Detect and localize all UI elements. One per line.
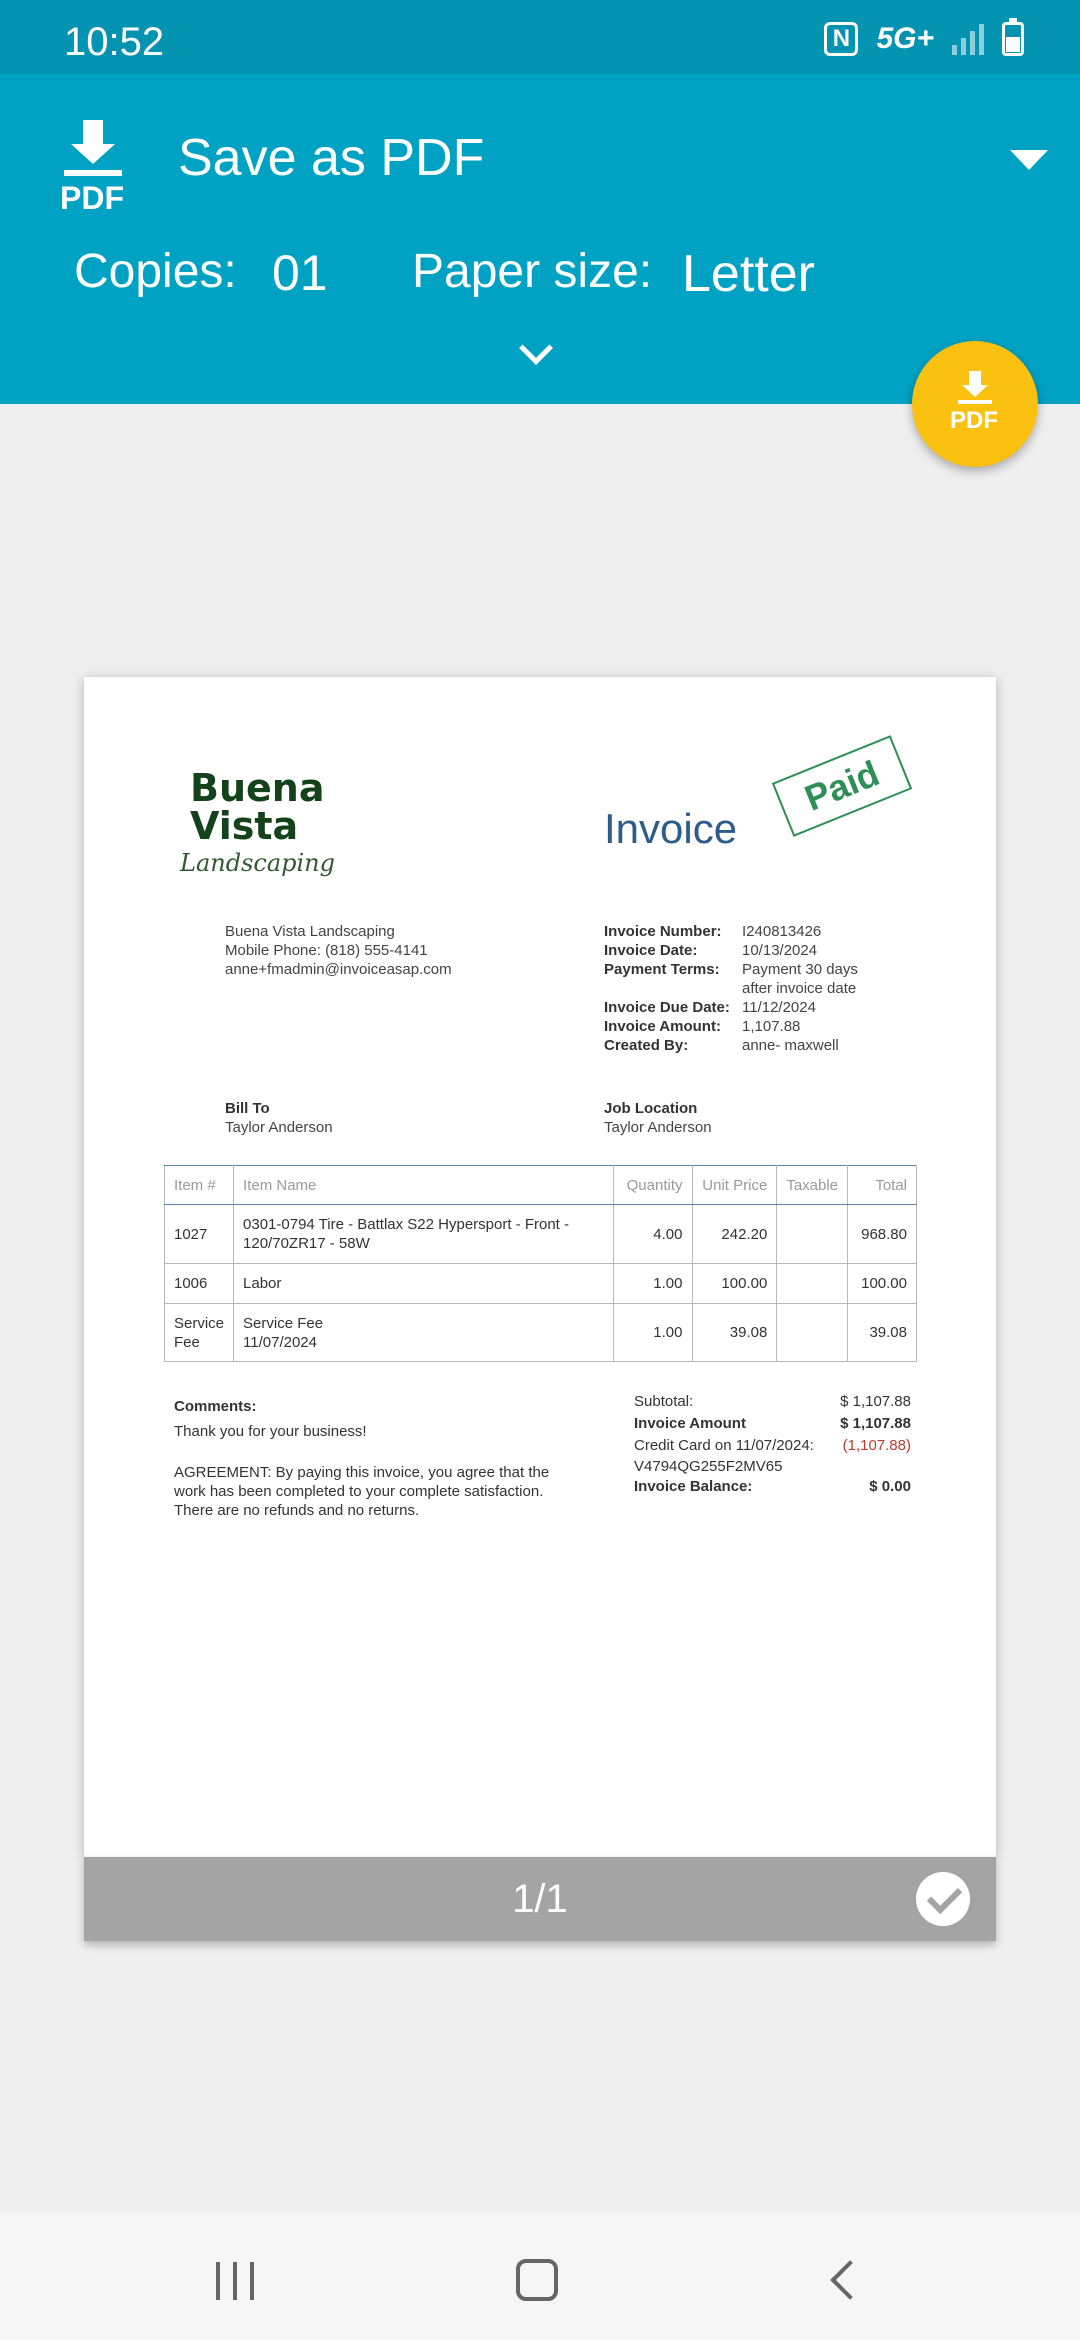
vendor-email: anne+fmadmin@invoiceasap.com (225, 961, 452, 978)
print-header (0, 74, 1080, 404)
page-footer (84, 1857, 996, 1941)
page-counter: 1/1 (512, 1877, 568, 1921)
dropdown-arrow-icon[interactable] (1010, 150, 1048, 170)
pdf-download-icon: PDF (58, 118, 128, 218)
signal-icon (952, 23, 984, 55)
items-table (164, 1165, 917, 1362)
status-bar (0, 0, 1080, 74)
invoice-amount-row: Invoice Amount $ 1,107.88 (634, 1415, 911, 1432)
network-label: 5G+ (876, 22, 934, 55)
meta-row: Payment Terms: Payment 30 days after invoice date (604, 961, 858, 997)
nfc-icon: N (824, 22, 858, 56)
comments: Comments: Thank you for your business! AGREEMENT: By paying this invoice, you agree that the work has been completed to your complete satisfaction. There are no refunds and no returns. (174, 1398, 550, 1519)
company-logo: Buena Vista Landscaping (180, 766, 335, 877)
invoice-title: Invoice (604, 805, 738, 852)
table-row: 1027 0301-0794 Tire - Battlax S22 Hypersport - Front - 120/70ZR17 - 58W 4.00 242.20 968.80 (165, 1205, 917, 1264)
copies-label: Copies: (74, 245, 237, 298)
meta-row: Invoice Number: I240813426 (604, 923, 822, 940)
bill-to: Bill To Taylor Anderson (225, 1100, 333, 1136)
table-header-row: Item # Item Name Quantity Unit Price Taxable Total (165, 1166, 917, 1205)
totals (634, 1391, 911, 1498)
credit-card-ref: V4794QG255F2MV65 (634, 1458, 783, 1475)
meta-row: Created By: anne- maxwell (604, 1037, 839, 1054)
home-icon[interactable] (516, 2259, 558, 2301)
paper-size-label: Paper size: (412, 245, 653, 298)
copies-input[interactable]: 01 (272, 245, 328, 301)
vendor-info (225, 922, 452, 979)
vendor-phone: Mobile Phone: (818) 555-4141 (225, 942, 428, 959)
check-icon[interactable] (916, 1872, 970, 1926)
vendor-name: Buena Vista Landscaping (225, 923, 395, 940)
download-pdf-button[interactable] (912, 341, 1038, 467)
status-time: 10:52 (64, 20, 165, 64)
job-location: Job Location Taylor Anderson (604, 1100, 712, 1136)
battery-icon (1002, 22, 1024, 56)
table-row: 1006 Labor 1.00 100.00 100.00 (165, 1264, 917, 1304)
paper-size-select[interactable]: Letter (682, 245, 815, 303)
meta-row: Invoice Date: 10/13/2024 (604, 942, 818, 959)
credit-card-row: Credit Card on 11/07/2024: (1,107.88) (634, 1437, 911, 1454)
page-preview[interactable] (84, 677, 996, 1857)
back-icon[interactable] (830, 2260, 870, 2300)
subtotal-row: Subtotal: $ 1,107.88 (634, 1393, 911, 1410)
status-icons (824, 22, 1024, 56)
recent-apps-icon[interactable] (216, 2262, 254, 2300)
meta-row: Invoice Due Date: 11/12/2024 (604, 999, 816, 1016)
table-row: Service Fee Service Fee 11/07/2024 1.00 39.08 39.08 (165, 1304, 917, 1362)
paid-stamp: Paid (772, 735, 912, 837)
meta-row: Invoice Amount: 1,107.88 (604, 1018, 801, 1035)
navigation-bar (0, 2212, 1080, 2340)
download-pdf-icon: PDF (950, 407, 998, 434)
invoice-meta (604, 922, 872, 1055)
balance-row: Invoice Balance: $ 0.00 (634, 1478, 911, 1495)
chevron-down-icon[interactable] (519, 331, 553, 365)
printer-select[interactable]: Save as PDF (178, 129, 485, 187)
